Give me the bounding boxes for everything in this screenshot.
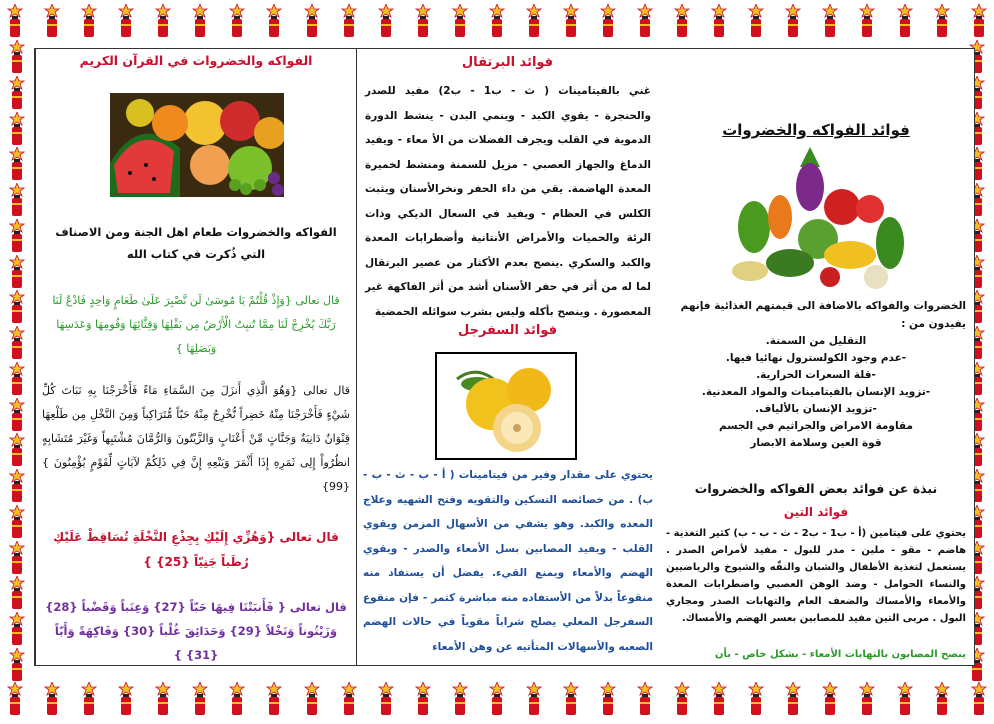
firecracker-icon <box>856 4 878 38</box>
firecracker-icon <box>263 4 285 38</box>
firecracker-icon <box>41 4 63 38</box>
firecracker-icon <box>634 682 656 716</box>
firecracker-icon <box>6 648 28 682</box>
firecracker-icon <box>6 147 28 181</box>
quince-title: فوائد السفرجل <box>457 323 558 338</box>
fruits-vegetables-panel <box>658 49 974 665</box>
firecracker-icon <box>6 40 28 74</box>
benefit-item: -قلة السعرات الحرارية. <box>756 369 876 381</box>
firecracker-icon <box>338 4 360 38</box>
firecracker-icon <box>6 433 28 467</box>
benefits-title: فوائد الفواكه والخضروات <box>722 121 910 139</box>
firecracker-icon <box>41 682 63 716</box>
firecracker-icon <box>301 682 323 716</box>
firecracker-icon <box>968 682 990 716</box>
fruit-summary-title: نبذة عن فوائد بعض الفواكه والخضروات <box>694 481 938 496</box>
firecracker-icon <box>6 398 28 432</box>
benefit-item: -تزويد الإنسان بالفيتامينات والمواد المعدنية. <box>701 386 931 398</box>
firecracker-icon <box>671 4 693 38</box>
verse-1: قال تعالى {وَإِذْ قُلْتُمْ يَا مُوسَىٰ لَن نَّصْبِرَ عَلَىٰ طَعَامٍ وَاحِدٍ فَادْعُ لَنَا رَبَّكَ يُخْرِجْ لَنَا مِمَّا تُنبِتُ الْأَرْضُ مِن بَقْلِهَا وَقِثَّائِهَا وَفُومِهَا وَعَدَسِهَا وَبَصَلِهَا } <box>52 294 340 355</box>
top-border <box>0 4 994 44</box>
firecracker-icon <box>375 4 397 38</box>
firecracker-icon <box>782 4 804 38</box>
firecracker-icon <box>4 682 26 716</box>
benefit-item: مقاومة الامراض والجراثيم في الجسم <box>719 420 913 432</box>
firecracker-icon <box>6 612 28 646</box>
firecracker-icon <box>6 183 28 217</box>
benefit-item: -تزويد الإنسان بالألياف. <box>755 403 877 415</box>
brochure <box>34 48 975 666</box>
firecracker-icon <box>931 4 953 38</box>
firecracker-icon <box>412 682 434 716</box>
firecracker-icon <box>449 682 471 716</box>
firecracker-icon <box>338 682 360 716</box>
firecracker-icon <box>6 290 28 324</box>
firecracker-icon <box>226 682 248 716</box>
firecracker-icon <box>115 682 137 716</box>
firecracker-icon <box>6 362 28 396</box>
quran-title: الفواكه والخضروات في القرآن الكريم <box>79 53 313 68</box>
firecracker-icon <box>4 4 26 38</box>
firecracker-icon <box>449 4 471 38</box>
verse-2: قال تعالى {وَهُوَ الَّذِي أَنزَلَ مِنَ السَّمَاءِ مَاءً فَأَخْرَجْنَا بِهِ نَبَاتَ كُلِّ شَيْءٍ فَأَخْرَجْنَا مِنْهُ خَضِراً نُّخْرِجُ مِنْهُ حَبّاً مُّتَرَاكِباً وَمِنَ النَّخْلِ مِن طَلْعِهَا قِنْوَانٌ دَانِيَةٌ وَجَنَّاتٍ مِّنْ أَعْنَابٍ وَالزَّيْتُونَ وَالرُّمَّانَ مُشْتَبِهاً وَغَيْرَ مُتَشَابِهٍ انظُرُواْ إِلِى ثَمَرِهِ إِذَا أَثْمَرَ وَيَنْعِهِ إِنَّ فِي ذَلِكُمْ لآيَاتٍ لِّقَوْمٍ يُؤْمِنُونَ }{99} <box>42 384 350 493</box>
firecracker-icon <box>6 576 28 610</box>
firecracker-icon <box>263 682 285 716</box>
firecracker-icon <box>78 4 100 38</box>
firecracker-icon <box>856 682 878 716</box>
firecracker-icon <box>819 682 841 716</box>
fig-benefits: يحتوي على فيتامين (أ - ب1 - ب2 - ث - ب - ب) كثير التغذية - هاضم - مقو - ملين - مدر للبول - مفيد لأمراض الصدر . يستعمل لتغذية الأطفال والشبان والنقّه والشيوخ والرياضيين والنساء الحوامل - وضد الوهن العصبي واضطرابات المعدة والأمعاء والأمساك والضعف العام والتهابات الصدر ومجاري البول . مربى التين مفيد للمصابين بعسر الهضم والأمساك. <box>666 528 966 624</box>
firecracker-icon <box>523 4 545 38</box>
firecracker-icon <box>189 4 211 38</box>
benefit-item: -عدم وجود الكولسترول نهائيا فيها. <box>725 352 907 364</box>
firecracker-icon <box>6 112 28 146</box>
firecracker-icon <box>486 682 508 716</box>
firecracker-icon <box>6 219 28 253</box>
benefits-intro: الخضروات والفواكه بالاضافة الى قيمتهم الغذائية فإنهم يفيدون من : <box>680 300 966 330</box>
quran-intro: الفواكه والخضروات طعام اهل الجنة ومن الاصناف التي ذُكرت في كتاب الله <box>55 225 337 261</box>
left-border <box>0 40 34 682</box>
firecracker-icon <box>6 541 28 575</box>
firecracker-icon <box>708 4 730 38</box>
benefit-item: التقليل من السمنة. <box>765 335 867 347</box>
firecracker-icon <box>523 682 545 716</box>
verse-4: قال تعالى { فَأَنبَتْنَا فِيهَا حَبّاً {27} وَعِنَباً وَقَضْباً {28} وَزَيْتُوناً وَنَخْلاً {29} وَحَدَائِقَ غُلْباً {30} وَفَاكِهَةً وَأَبّاً {31} } <box>45 600 347 662</box>
firecracker-icon <box>412 4 434 38</box>
firecracker-icon <box>745 4 767 38</box>
firecracker-icon <box>375 682 397 716</box>
benefit-item: قوة العين وسلامة الابصار <box>750 437 882 449</box>
firecracker-icon <box>78 682 100 716</box>
firecracker-icon <box>6 255 28 289</box>
firecracker-icon <box>745 682 767 716</box>
firecracker-icon <box>301 4 323 38</box>
firecracker-icon <box>152 4 174 38</box>
firecracker-icon <box>6 326 28 360</box>
firecracker-icon <box>894 682 916 716</box>
firecracker-icon <box>115 4 137 38</box>
firecracker-icon <box>226 4 248 38</box>
verse-3: قال تعالى {وَهُزِّي إِلَيْكِ بِجِذْعِ النَّخْلَةِ تُسَاقِطْ عَلَيْكِ رُطَباً جَنِيّاً {25} } <box>53 530 339 569</box>
fig-advice: ينصح المصابون بالتهابات الأمعاء - بشكل خاص - بأن <box>714 649 966 660</box>
firecracker-icon <box>597 682 619 716</box>
quran-panel <box>35 49 356 665</box>
firecracker-icon <box>708 682 730 716</box>
firecracker-icon <box>560 682 582 716</box>
firecracker-icon <box>597 4 619 38</box>
quince-fruit-icon <box>435 352 577 460</box>
firecracker-icon <box>6 505 28 539</box>
fig-title: فوائد التين <box>783 505 849 519</box>
benefits-list <box>666 333 966 452</box>
orange-quince-panel <box>356 49 658 665</box>
firecracker-icon <box>782 682 804 716</box>
orange-title: فوائد البرتقال <box>461 55 554 70</box>
orange-benefits: غني بالفيتامينات ( ث - ب1 - ب2) مفيد للصدر والحنجرة - يقوي الكبد - وينمي البدن - ينشط الدورة الدموية في القلب ويجرف الفضلات من الأ معاء - ويفيد الدماغ والجهاز العصبي - مزيل للسمنة ومنشط لخميرة المعدة الهاضمة. يقي من داء الحفر ونخرالأسنان ويثبت الكلس في العظام - ويفيد في السعال الديكي وذات الرئة والحميات والأمراض الأنتانية وأضطرابات المعدة والكبد والسكري .ينصح بعدم الأكثار من عصير البرتقال لما له من أثر في حفر الأسنان أشد من أثر الفاكهة غير المعصورة . وينصح بأكله وليس بشرب سوائله الحمضية <box>365 85 651 318</box>
mixed-fruit-basket-icon <box>110 93 284 197</box>
firecracker-icon <box>486 4 508 38</box>
firecracker-icon <box>819 4 841 38</box>
firecracker-icon <box>968 4 990 38</box>
firecracker-icon <box>634 4 656 38</box>
firecracker-icon <box>189 682 211 716</box>
firecracker-icon <box>671 682 693 716</box>
firecracker-icon <box>6 76 28 110</box>
quince-benefits: يحتوي على مقدار وفير من فيتامينات ( أ - ب - ث - ب - ب) . من خصائصه التسكين والتقويه وفتح الشهيه وعلاج المعده والكبد. وهو يشفي من الأسهال المزمن ويقوي القلب - ويفيد المصابين بسل الأمعاء والصدر - ويقوي الهضم والأمعاء ويمنع القيء. يفضل أن يستفاد منه منقوعاً بدلاً من الأستفاده منه مباشرة كثمر - فإن منقوع السفرجل المغلي يصلح شراباً مقوياً في حالات الهضم الصعبه والأسهالات المتأتيه عن وهن الأمعاء <box>363 469 653 653</box>
firecracker-icon <box>6 469 28 503</box>
vegetables-pile-icon <box>730 147 906 293</box>
firecracker-icon <box>560 4 582 38</box>
bottom-border <box>0 682 994 722</box>
firecracker-icon <box>931 682 953 716</box>
firecracker-icon <box>152 682 174 716</box>
firecracker-icon <box>894 4 916 38</box>
